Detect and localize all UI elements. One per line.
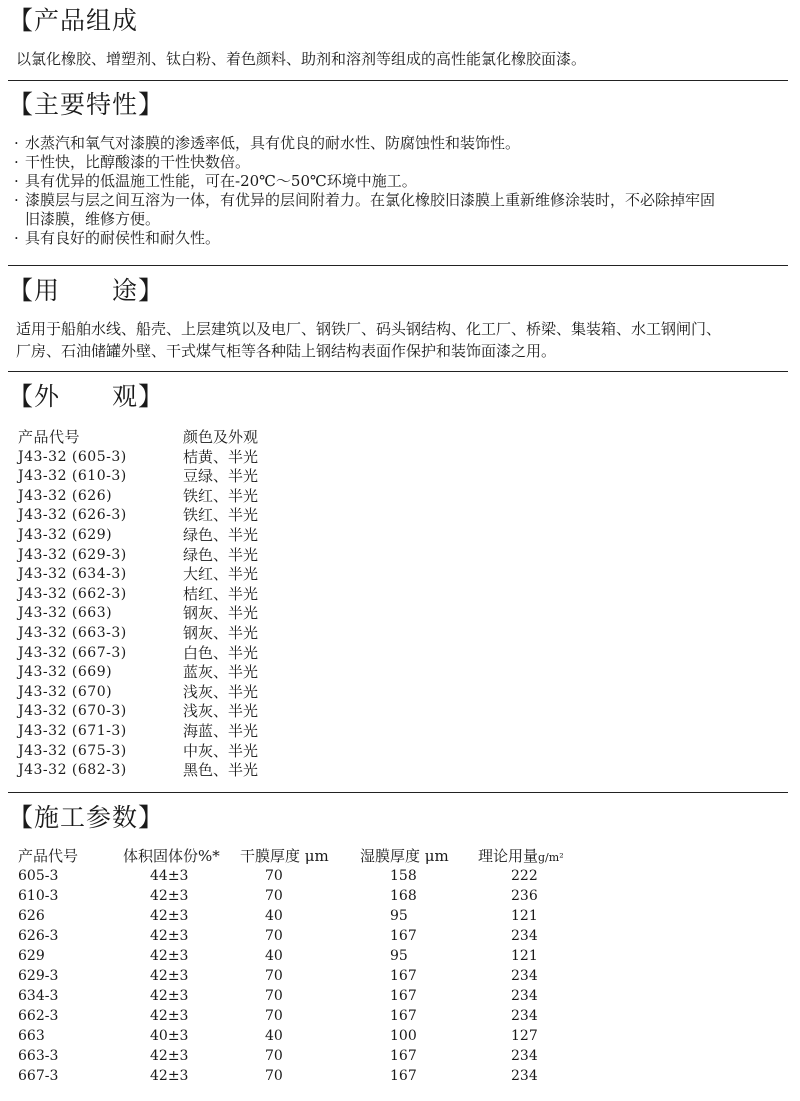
header-color: 颜色及外观 bbox=[183, 428, 259, 446]
product-code: 610-3 bbox=[18, 888, 59, 904]
volume-solids: 42±3 bbox=[150, 1008, 189, 1024]
product-color: 桔黄、半光 bbox=[183, 447, 259, 466]
divider bbox=[8, 265, 788, 266]
product-color: 蓝灰、半光 bbox=[183, 663, 259, 682]
product-code: J43-32 (626-3) bbox=[18, 507, 127, 524]
features-heading: 【主要特性】 bbox=[8, 90, 165, 119]
product-color: 豆绿、半光 bbox=[183, 467, 259, 486]
wet-film-thickness: 167 bbox=[390, 1048, 417, 1064]
dry-film-thickness: 70 bbox=[265, 888, 283, 904]
product-code: 663 bbox=[18, 1028, 45, 1044]
theoretical-usage: 236 bbox=[511, 888, 538, 904]
product-color: 大红、半光 bbox=[183, 565, 259, 584]
volume-solids: 42±3 bbox=[150, 888, 189, 904]
product-code: 663-3 bbox=[18, 1048, 59, 1064]
wet-film-thickness: 158 bbox=[390, 868, 417, 884]
volume-solids: 42±3 bbox=[150, 928, 189, 944]
wet-film-thickness: 95 bbox=[390, 948, 408, 964]
product-code: J43-32 (662-3) bbox=[18, 585, 127, 602]
feature-item: · 具有优异的低温施工性能，可在-20℃～50℃环境中施工。 bbox=[14, 172, 784, 191]
header-code: 产品代号 bbox=[18, 428, 81, 446]
product-code: J43-32 (675-3) bbox=[18, 742, 127, 759]
theoretical-usage: 234 bbox=[511, 1068, 538, 1084]
product-code: J43-32 (663-3) bbox=[18, 624, 127, 641]
volume-solids: 42±3 bbox=[150, 1048, 189, 1064]
volume-solids: 44±3 bbox=[150, 868, 189, 884]
product-code: 626 bbox=[18, 908, 45, 924]
volume-solids: 42±3 bbox=[150, 988, 189, 1004]
theoretical-usage: 234 bbox=[511, 1008, 538, 1024]
product-code: J43-32 (605-3) bbox=[18, 448, 127, 465]
product-code: J43-32 (669) bbox=[18, 664, 113, 681]
features-list bbox=[14, 134, 784, 248]
product-color: 绿色、半光 bbox=[183, 545, 259, 564]
product-code: 629-3 bbox=[18, 968, 59, 984]
product-code: J43-32 (670) bbox=[18, 683, 113, 700]
product-color: 浅灰、半光 bbox=[183, 702, 259, 721]
appearance-heading: 【外 观】 bbox=[8, 382, 165, 411]
feature-item-continuation: 旧漆膜，维修方便。 bbox=[25, 210, 161, 228]
theoretical-usage: 222 bbox=[511, 868, 538, 884]
volume-solids: 42±3 bbox=[150, 908, 189, 924]
wet-film-thickness: 167 bbox=[390, 928, 417, 944]
theoretical-usage: 234 bbox=[511, 1048, 538, 1064]
wet-film-thickness: 168 bbox=[390, 888, 417, 904]
product-code: J43-32 (682-3) bbox=[18, 762, 127, 779]
usage-line: 厂房、石油储罐外壁、干式煤气柜等各种陆上钢结构表面作保护和装饰面漆之用。 bbox=[16, 342, 557, 360]
feature-item: · 漆膜层与层之间互溶为一体，有优异的层间附着力。在氯化橡胶旧漆膜上重新维修涂装时，不必除掉牢固 旧漆膜，维修方便。 bbox=[14, 191, 784, 229]
wet-film-thickness: 95 bbox=[390, 908, 408, 924]
dry-film-thickness: 70 bbox=[265, 968, 283, 984]
product-code: J43-32 (610-3) bbox=[18, 468, 127, 485]
product-color: 铁红、半光 bbox=[183, 486, 259, 505]
volume-solids: 42±3 bbox=[150, 948, 189, 964]
theoretical-usage: 121 bbox=[511, 908, 538, 924]
header-usage: 理论用量g/m² bbox=[478, 847, 564, 865]
product-code: 634-3 bbox=[18, 988, 59, 1004]
product-code: 605-3 bbox=[18, 868, 59, 884]
product-color: 海蓝、半光 bbox=[183, 721, 259, 740]
theoretical-usage: 234 bbox=[511, 928, 538, 944]
dry-film-thickness: 70 bbox=[265, 868, 283, 884]
theoretical-usage: 121 bbox=[511, 948, 538, 964]
header-usage-unit: g/m² bbox=[538, 851, 564, 864]
divider bbox=[8, 80, 788, 81]
product-code: J43-32 (626) bbox=[18, 487, 113, 504]
header-solids: 体积固体份%* bbox=[123, 847, 220, 865]
product-code: J43-32 (671-3) bbox=[18, 722, 127, 739]
feature-item: · 干性快，比醇酸漆的干性快数倍。 bbox=[14, 153, 784, 172]
composition-text: 以氯化橡胶、增塑剂、钛白粉、着色颜料、助剂和溶剂等组成的高性能氯化橡胶面漆。 bbox=[16, 50, 587, 68]
volume-solids: 40±3 bbox=[150, 1028, 189, 1044]
product-code: 629 bbox=[18, 948, 45, 964]
product-code: 662-3 bbox=[18, 1008, 59, 1024]
dry-film-thickness: 70 bbox=[265, 1068, 283, 1084]
header-dft: 干膜厚度 μm bbox=[240, 847, 329, 865]
params-heading: 【施工参数】 bbox=[8, 803, 165, 832]
usage-text bbox=[16, 318, 786, 362]
theoretical-usage: 127 bbox=[511, 1028, 538, 1044]
product-code: J43-32 (634-3) bbox=[18, 566, 127, 583]
dry-film-thickness: 70 bbox=[265, 1048, 283, 1064]
usage-heading: 【用 途】 bbox=[8, 276, 165, 305]
divider bbox=[8, 371, 788, 372]
volume-solids: 42±3 bbox=[150, 968, 189, 984]
wet-film-thickness: 167 bbox=[390, 1008, 417, 1024]
dry-film-thickness: 70 bbox=[265, 1008, 283, 1024]
dry-film-thickness: 70 bbox=[265, 988, 283, 1004]
product-color: 钢灰、半光 bbox=[183, 604, 259, 623]
product-color: 桔红、半光 bbox=[183, 584, 259, 603]
product-color: 黑色、半光 bbox=[183, 761, 259, 780]
theoretical-usage: 234 bbox=[511, 988, 538, 1004]
wet-film-thickness: 100 bbox=[390, 1028, 417, 1044]
wet-film-thickness: 167 bbox=[390, 1068, 417, 1084]
product-color: 钢灰、半光 bbox=[183, 623, 259, 642]
header-code: 产品代号 bbox=[18, 847, 79, 865]
header-wft: 湿膜厚度 μm bbox=[360, 847, 449, 865]
product-code: J43-32 (629) bbox=[18, 526, 113, 543]
divider bbox=[8, 792, 788, 793]
wet-film-thickness: 167 bbox=[390, 988, 417, 1004]
composition-heading: 【产品组成 bbox=[8, 6, 139, 35]
feature-item: · 具有良好的耐侯性和耐久性。 bbox=[14, 229, 784, 248]
product-color: 白色、半光 bbox=[183, 643, 259, 662]
product-color: 绿色、半光 bbox=[183, 525, 259, 544]
product-code: J43-32 (667-3) bbox=[18, 644, 127, 661]
product-code: J43-32 (670-3) bbox=[18, 703, 127, 720]
product-code: J43-32 (629-3) bbox=[18, 546, 127, 563]
volume-solids: 42±3 bbox=[150, 1068, 189, 1084]
feature-item: · 水蒸汽和氧气对漆膜的渗透率低，具有优良的耐水性、防腐蚀性和装饰性。 bbox=[14, 134, 784, 153]
product-code: 667-3 bbox=[18, 1068, 59, 1084]
product-color: 浅灰、半光 bbox=[183, 682, 259, 701]
product-code: 626-3 bbox=[18, 928, 59, 944]
usage-line: 适用于船舶水线、船壳、上层建筑以及电厂、钢铁厂、码头钢结构、化工厂、桥梁、集装箱、水工钢闸门、 bbox=[16, 320, 722, 338]
product-color: 中灰、半光 bbox=[183, 741, 259, 760]
product-code: J43-32 (663) bbox=[18, 605, 113, 622]
dry-film-thickness: 70 bbox=[265, 928, 283, 944]
theoretical-usage: 234 bbox=[511, 968, 538, 984]
dry-film-thickness: 40 bbox=[265, 1028, 283, 1044]
wet-film-thickness: 167 bbox=[390, 968, 417, 984]
product-color: 铁红、半光 bbox=[183, 506, 259, 525]
dry-film-thickness: 40 bbox=[265, 948, 283, 964]
dry-film-thickness: 40 bbox=[265, 908, 283, 924]
